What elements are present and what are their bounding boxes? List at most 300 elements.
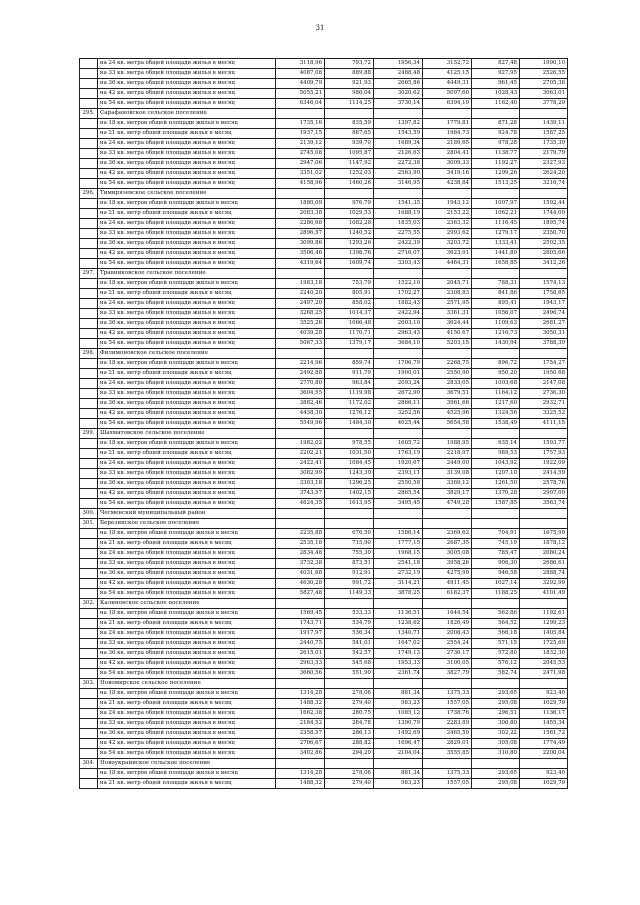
value-cell: 2932,71 — [520, 399, 568, 409]
value-cell: 293,65 — [472, 769, 520, 779]
row-number — [80, 639, 98, 649]
row-number: 300. — [80, 509, 98, 519]
value-cell: 1375,33 — [423, 769, 472, 779]
value-cell: 6346,04 — [276, 99, 325, 109]
norm-label: на 21 кв. метр общей площади жилья в месяц — [98, 129, 276, 139]
value-cell: 4319,64 — [276, 259, 325, 269]
row-number — [80, 239, 98, 249]
value-cell: 4464,31 — [423, 259, 472, 269]
value-cell: 906,30 — [472, 559, 520, 569]
value-cell: 1379,17 — [325, 339, 374, 349]
value-cell: 2422,41 — [276, 459, 325, 469]
row-number — [80, 229, 98, 239]
row-number — [80, 359, 98, 369]
value-cell — [325, 519, 374, 529]
norm-label: на 36 кв. метра общей площади жилья в месяц — [98, 159, 276, 169]
value-cell: 1084,45 — [325, 459, 374, 469]
value-cell: 2541,18 — [374, 559, 423, 569]
value-cell: 1988,95 — [423, 439, 472, 449]
value-cell: 1028,43 — [472, 89, 520, 99]
value-cell: 1561,72 — [520, 729, 568, 739]
value-cell: 280,75 — [325, 709, 374, 719]
value-cell: 1758,65 — [520, 289, 568, 299]
value-cell: 2732,19 — [374, 569, 423, 579]
value-cell: 1095,87 — [325, 149, 374, 159]
value-cell: 2963,43 — [374, 329, 423, 339]
value-cell: 296,51 — [472, 709, 520, 719]
section-row — [80, 349, 568, 359]
section-row — [80, 519, 568, 529]
value-cell: 2080,24 — [520, 549, 568, 559]
table-row — [80, 579, 568, 589]
value-cell: 1900,01 — [374, 369, 423, 379]
value-cell: 295,08 — [472, 779, 520, 789]
row-number — [80, 279, 98, 289]
value-cell: 3743,57 — [276, 489, 325, 499]
value-cell: 2665,86 — [374, 79, 423, 89]
value-cell: 4749,28 — [423, 499, 472, 509]
value-cell: 1744,09 — [520, 209, 568, 219]
value-cell: 1062,21 — [472, 209, 520, 219]
value-cell: 2422,39 — [374, 239, 423, 249]
row-number — [80, 489, 98, 499]
value-cell: 3203,72 — [423, 239, 472, 249]
value-cell: 1296,25 — [325, 479, 374, 489]
value-cell: 2496,74 — [520, 309, 568, 319]
norm-label: на 54 кв. метра общей площади жилья в месяц — [98, 499, 276, 509]
value-cell: 3555,85 — [423, 749, 472, 759]
value-cell: 2603,10 — [374, 319, 423, 329]
table-row — [80, 359, 568, 369]
norm-label: на 36 кв. метра общей площади жилья в месяц — [98, 79, 276, 89]
value-cell — [472, 429, 520, 439]
value-cell: 1917,97 — [276, 629, 325, 639]
value-cell: 1882,43 — [374, 299, 423, 309]
value-cell: 986,04 — [325, 89, 374, 99]
row-number — [80, 249, 98, 259]
value-cell: 1375,33 — [423, 689, 472, 699]
value-cell — [520, 759, 568, 769]
value-cell: 1207,10 — [472, 469, 520, 479]
value-cell: 2888,74 — [520, 569, 568, 579]
value-cell: 536,34 — [325, 629, 374, 639]
value-cell: 1492,69 — [374, 729, 423, 739]
row-number — [80, 609, 98, 619]
table-row — [80, 699, 568, 709]
value-cell: 2502,35 — [520, 239, 568, 249]
row-number — [80, 199, 98, 209]
table-row — [80, 569, 568, 579]
norm-label: на 36 кв. метра общей площади жилья в месяц — [98, 319, 276, 329]
table-row — [80, 629, 568, 639]
table-row — [80, 239, 568, 249]
table-row — [80, 379, 568, 389]
value-cell: 566,18 — [472, 629, 520, 639]
value-cell: 2008,43 — [423, 629, 472, 639]
value-cell — [520, 599, 568, 609]
norm-label: на 18 кв. метров общей площади жилья в месяц — [98, 359, 276, 369]
value-cell: 2308,83 — [423, 289, 472, 299]
norm-label: на 21 кв. метр общей площади жилья в месяц — [98, 449, 276, 459]
value-cell: 5055,21 — [276, 89, 325, 99]
value-cell — [472, 189, 520, 199]
value-cell: 2706,67 — [276, 739, 325, 749]
value-cell: 2805,66 — [520, 249, 568, 259]
value-cell: 2327,93 — [520, 159, 568, 169]
value-cell: 1119,98 — [325, 389, 374, 399]
value-cell: 1138,77 — [472, 149, 520, 159]
value-cell — [374, 349, 423, 359]
value-cell: 924,78 — [472, 129, 520, 139]
value-cell: 3325,52 — [520, 409, 568, 419]
value-cell: 1757,93 — [520, 449, 568, 459]
value-cell: 551,90 — [325, 669, 374, 679]
norm-label: на 54 кв. метра общей площади жилья в месяц — [98, 419, 276, 429]
value-cell: 2578,76 — [520, 479, 568, 489]
value-cell: 785,47 — [472, 549, 520, 559]
value-cell: 1689,34 — [374, 139, 423, 149]
table-row — [80, 739, 568, 749]
value-cell: 1878,12 — [520, 539, 568, 549]
value-cell: 2179,79 — [520, 149, 568, 159]
section-row — [80, 109, 568, 119]
value-cell — [325, 189, 374, 199]
value-cell: 1147,92 — [325, 159, 374, 169]
value-cell: 2283,89 — [423, 719, 472, 729]
value-cell: 911,79 — [325, 369, 374, 379]
value-cell: 4624,35 — [276, 499, 325, 509]
value-cell — [423, 519, 472, 529]
value-cell: 935,14 — [472, 439, 520, 449]
table-row — [80, 729, 568, 739]
row-number — [80, 329, 98, 339]
value-cell: 1920,67 — [374, 459, 423, 469]
value-cell: 1027,14 — [472, 579, 520, 589]
value-cell — [276, 349, 325, 359]
value-cell: 2535,18 — [276, 539, 325, 549]
row-number — [80, 589, 98, 599]
value-cell — [374, 189, 423, 199]
value-cell: 2681,27 — [520, 319, 568, 329]
value-cell: 2202,21 — [276, 449, 325, 459]
table-row — [80, 229, 568, 239]
value-cell: 2358,57 — [276, 729, 325, 739]
value-cell: 2993,62 — [423, 229, 472, 239]
value-cell: 2687,35 — [423, 539, 472, 549]
table-row — [80, 469, 568, 479]
value-cell: 1390,79 — [374, 719, 423, 729]
norm-label: на 24 кв. метра общей площади жилья в месяц — [98, 299, 276, 309]
value-cell — [276, 519, 325, 529]
value-cell: 1405,84 — [520, 629, 568, 639]
value-cell: 1953,33 — [374, 659, 423, 669]
value-cell: 3878,25 — [374, 589, 423, 599]
value-cell: 1114,25 — [325, 99, 374, 109]
value-cell: 1749,13 — [374, 649, 423, 659]
value-cell: 572,80 — [472, 649, 520, 659]
value-cell: 1538,49 — [472, 419, 520, 429]
value-cell: 1688,19 — [374, 209, 423, 219]
value-cell — [520, 189, 568, 199]
value-cell: 278,06 — [325, 689, 374, 699]
value-cell: 576,12 — [472, 659, 520, 669]
value-cell: 2214,96 — [276, 359, 325, 369]
value-cell — [472, 109, 520, 119]
value-cell: 1587,25 — [520, 129, 568, 139]
value-cell: 1029,53 — [325, 209, 374, 219]
row-number — [80, 169, 98, 179]
value-cell: 1763,19 — [374, 449, 423, 459]
value-cell: 1735,39 — [520, 139, 568, 149]
row-number — [80, 659, 98, 669]
value-cell: 2153,22 — [423, 209, 472, 219]
table-row — [80, 389, 568, 399]
value-cell: 2045,71 — [423, 279, 472, 289]
value-cell: 2083,38 — [276, 209, 325, 219]
value-cell: 2272,38 — [374, 159, 423, 169]
value-cell: 858,02 — [325, 299, 374, 309]
table-row — [80, 549, 568, 559]
value-cell: 295,08 — [472, 699, 520, 709]
value-cell: 2770,80 — [276, 379, 325, 389]
value-cell: 3303,43 — [374, 259, 423, 269]
value-cell: 4409,79 — [276, 79, 325, 89]
value-cell: 279,40 — [325, 779, 374, 789]
value-cell: 989,53 — [472, 449, 520, 459]
norm-label: на 18 кв. метров общей площади жилья в месяц — [98, 439, 276, 449]
value-cell: 3679,51 — [423, 389, 472, 399]
value-cell: 286,13 — [325, 729, 374, 739]
table-row — [80, 479, 568, 489]
value-cell: 1109,63 — [472, 319, 520, 329]
table-row — [80, 659, 568, 669]
value-cell: 278,06 — [325, 769, 374, 779]
norm-label: на 42 кв. метра общей площади жилья в месяц — [98, 169, 276, 179]
table-row — [80, 99, 568, 109]
norm-label: на 18 кв. метров общей площади жилья в месяц — [98, 769, 276, 779]
table-row — [80, 149, 568, 159]
value-cell — [325, 509, 374, 519]
value-cell: 881,34 — [374, 689, 423, 699]
value-cell: 4101,49 — [520, 589, 568, 599]
value-cell: 1488,32 — [276, 699, 325, 709]
value-cell — [374, 509, 423, 519]
value-cell: 881,34 — [374, 769, 423, 779]
value-cell: 2126,63 — [374, 149, 423, 159]
norm-label: на 21 кв. метр общей площади жилья в месяц — [98, 369, 276, 379]
value-cell: 1543,59 — [374, 129, 423, 139]
value-cell: 3623,91 — [423, 249, 472, 259]
norm-label: на 36 кв. метра общей площади жилья в месяц — [98, 399, 276, 409]
value-cell: 1569,45 — [276, 609, 325, 619]
table-row — [80, 559, 568, 569]
value-cell — [520, 509, 568, 519]
value-cell: 284,78 — [325, 719, 374, 729]
value-cell: 4158,96 — [276, 179, 325, 189]
value-cell: 3604,55 — [276, 389, 325, 399]
value-cell: 534,79 — [325, 619, 374, 629]
value-cell: 1779,81 — [423, 119, 472, 129]
value-cell: 793,72 — [325, 59, 374, 69]
value-cell: 564,52 — [472, 619, 520, 629]
value-cell: 2240,20 — [276, 289, 325, 299]
value-cell: 3292,99 — [520, 579, 568, 589]
value-cell: 753,79 — [325, 279, 374, 289]
section-row — [80, 599, 568, 609]
value-cell: 5827,48 — [276, 589, 325, 599]
value-cell: 873,51 — [325, 559, 374, 569]
value-cell: 950,20 — [472, 369, 520, 379]
value-cell: 2440,75 — [276, 639, 325, 649]
value-cell: 2497,20 — [276, 299, 325, 309]
value-cell: 2624,20 — [520, 169, 568, 179]
row-number — [80, 89, 98, 99]
value-cell: 1557,05 — [423, 779, 472, 789]
table-row — [80, 309, 568, 319]
value-cell: 2350,70 — [520, 229, 568, 239]
value-cell: 2550,58 — [374, 479, 423, 489]
value-cell: 1522,10 — [374, 279, 423, 289]
value-cell: 1880,09 — [276, 199, 325, 209]
norm-label: на 33 кв. метра общей площади жилья в месяц — [98, 309, 276, 319]
value-cell: 6394,19 — [423, 99, 472, 109]
value-cell: 3506,46 — [276, 249, 325, 259]
row-number — [80, 779, 98, 789]
value-cell: 1696,47 — [374, 739, 423, 749]
row-number — [80, 459, 98, 469]
settlement-name: Новомирское сельское поселение — [98, 679, 276, 689]
row-number — [80, 689, 98, 699]
value-cell: 3402,86 — [276, 749, 325, 759]
settlement-name: Филимоновское сельское поселение — [98, 349, 276, 359]
value-cell: 1252,03 — [325, 169, 374, 179]
table-row — [80, 769, 568, 779]
value-cell: 3563,74 — [520, 499, 568, 509]
table-row — [80, 69, 568, 79]
value-cell — [423, 429, 472, 439]
value-cell: 4911,45 — [423, 579, 472, 589]
value-cell: 1164,12 — [472, 389, 520, 399]
value-cell: 1340,71 — [374, 629, 423, 639]
value-cell: 4438,30 — [276, 409, 325, 419]
value-cell: 939,70 — [325, 139, 374, 149]
norm-label: на 33 кв. метра общей площади жилья в месяц — [98, 469, 276, 479]
value-cell: 704,91 — [472, 529, 520, 539]
value-cell: 896,72 — [472, 359, 520, 369]
value-cell: 912,91 — [325, 569, 374, 579]
value-cell: 3361,31 — [423, 309, 472, 319]
value-cell: 715,90 — [325, 539, 374, 549]
row-number — [80, 749, 98, 759]
value-cell: 927,95 — [472, 69, 520, 79]
value-cell — [374, 109, 423, 119]
value-cell: 541,01 — [325, 639, 374, 649]
table-row — [80, 449, 568, 459]
value-cell: 676,50 — [325, 529, 374, 539]
row-number: 297. — [80, 269, 98, 279]
value-cell: 2736,17 — [423, 649, 472, 659]
norm-label: на 33 кв. метра общей площади жилья в месяц — [98, 559, 276, 569]
norm-label: на 24 кв. метра общей площади жилья в месяц — [98, 549, 276, 559]
value-cell — [325, 269, 374, 279]
value-cell: 1835,03 — [374, 219, 423, 229]
value-cell: 1082,28 — [325, 219, 374, 229]
norm-label: на 33 кв. метра общей площади жилья в месяц — [98, 149, 276, 159]
table-row — [80, 79, 568, 89]
value-cell: 5549,96 — [276, 419, 325, 429]
value-cell: 279,40 — [325, 699, 374, 709]
value-cell: 1299,23 — [520, 619, 568, 629]
norm-label: на 54 кв. метра общей площади жилья в месяц — [98, 179, 276, 189]
value-cell: 2745,08 — [276, 149, 325, 159]
value-cell: 1029,79 — [520, 699, 568, 709]
norm-label: на 21 кв. метр общей площади жилья в месяц — [98, 619, 276, 629]
row-number — [80, 449, 98, 459]
value-cell: 5203,15 — [423, 339, 472, 349]
value-cell: 1937,15 — [276, 129, 325, 139]
value-cell — [325, 429, 374, 439]
value-cell: 1826,49 — [423, 619, 472, 629]
value-cell: 1984,73 — [423, 129, 472, 139]
row-number — [80, 139, 98, 149]
value-cell: 2963,53 — [276, 659, 325, 669]
value-cell: 288,82 — [325, 739, 374, 749]
table-row — [80, 259, 568, 269]
value-cell: 5654,58 — [423, 419, 472, 429]
value-cell: 2866,11 — [374, 399, 423, 409]
value-cell — [325, 349, 374, 359]
value-cell: 5097,60 — [423, 89, 472, 99]
value-cell: 2705,38 — [520, 79, 568, 89]
value-cell: 2672,90 — [374, 389, 423, 399]
value-cell: 1279,17 — [472, 229, 520, 239]
value-cell: 3099,86 — [276, 239, 325, 249]
value-cell: 1066,48 — [325, 319, 374, 329]
table-row — [80, 419, 568, 429]
value-cell: 1455,34 — [520, 719, 568, 729]
value-cell — [520, 349, 568, 359]
value-cell: 1702,27 — [374, 289, 423, 299]
table-row — [80, 329, 568, 339]
table-row — [80, 459, 568, 469]
row-number — [80, 389, 98, 399]
value-cell: 805,91 — [325, 289, 374, 299]
norm-label: на 21 кв. метр общей площади жилья в месяц — [98, 289, 276, 299]
table-row — [80, 639, 568, 649]
value-cell: 5067,33 — [276, 339, 325, 349]
value-cell: 2422,94 — [374, 309, 423, 319]
norm-label: на 54 кв. метра общей площади жилья в месяц — [98, 339, 276, 349]
value-cell: 1314,28 — [276, 769, 325, 779]
row-number — [80, 559, 98, 569]
norm-label: на 36 кв. метра общей площади жилья в месяц — [98, 649, 276, 659]
value-cell: 3732,38 — [276, 559, 325, 569]
row-number — [80, 539, 98, 549]
row-number — [80, 319, 98, 329]
value-cell: 2139,12 — [276, 139, 325, 149]
row-number: 303. — [80, 679, 98, 689]
table-row — [80, 529, 568, 539]
norm-label: на 24 кв. метра общей площади жилья в месяц — [98, 379, 276, 389]
settlement-name: Тимирязевское сельское поселение — [98, 189, 276, 199]
norm-label: на 24 кв. метра общей площади жилья в месяц — [98, 629, 276, 639]
value-cell: 4275,99 — [423, 569, 472, 579]
value-cell: 4150,67 — [423, 329, 472, 339]
value-cell: 2147,08 — [520, 379, 568, 389]
row-number — [80, 99, 98, 109]
value-cell: 1439,11 — [520, 119, 568, 129]
value-cell: 1085,12 — [374, 709, 423, 719]
